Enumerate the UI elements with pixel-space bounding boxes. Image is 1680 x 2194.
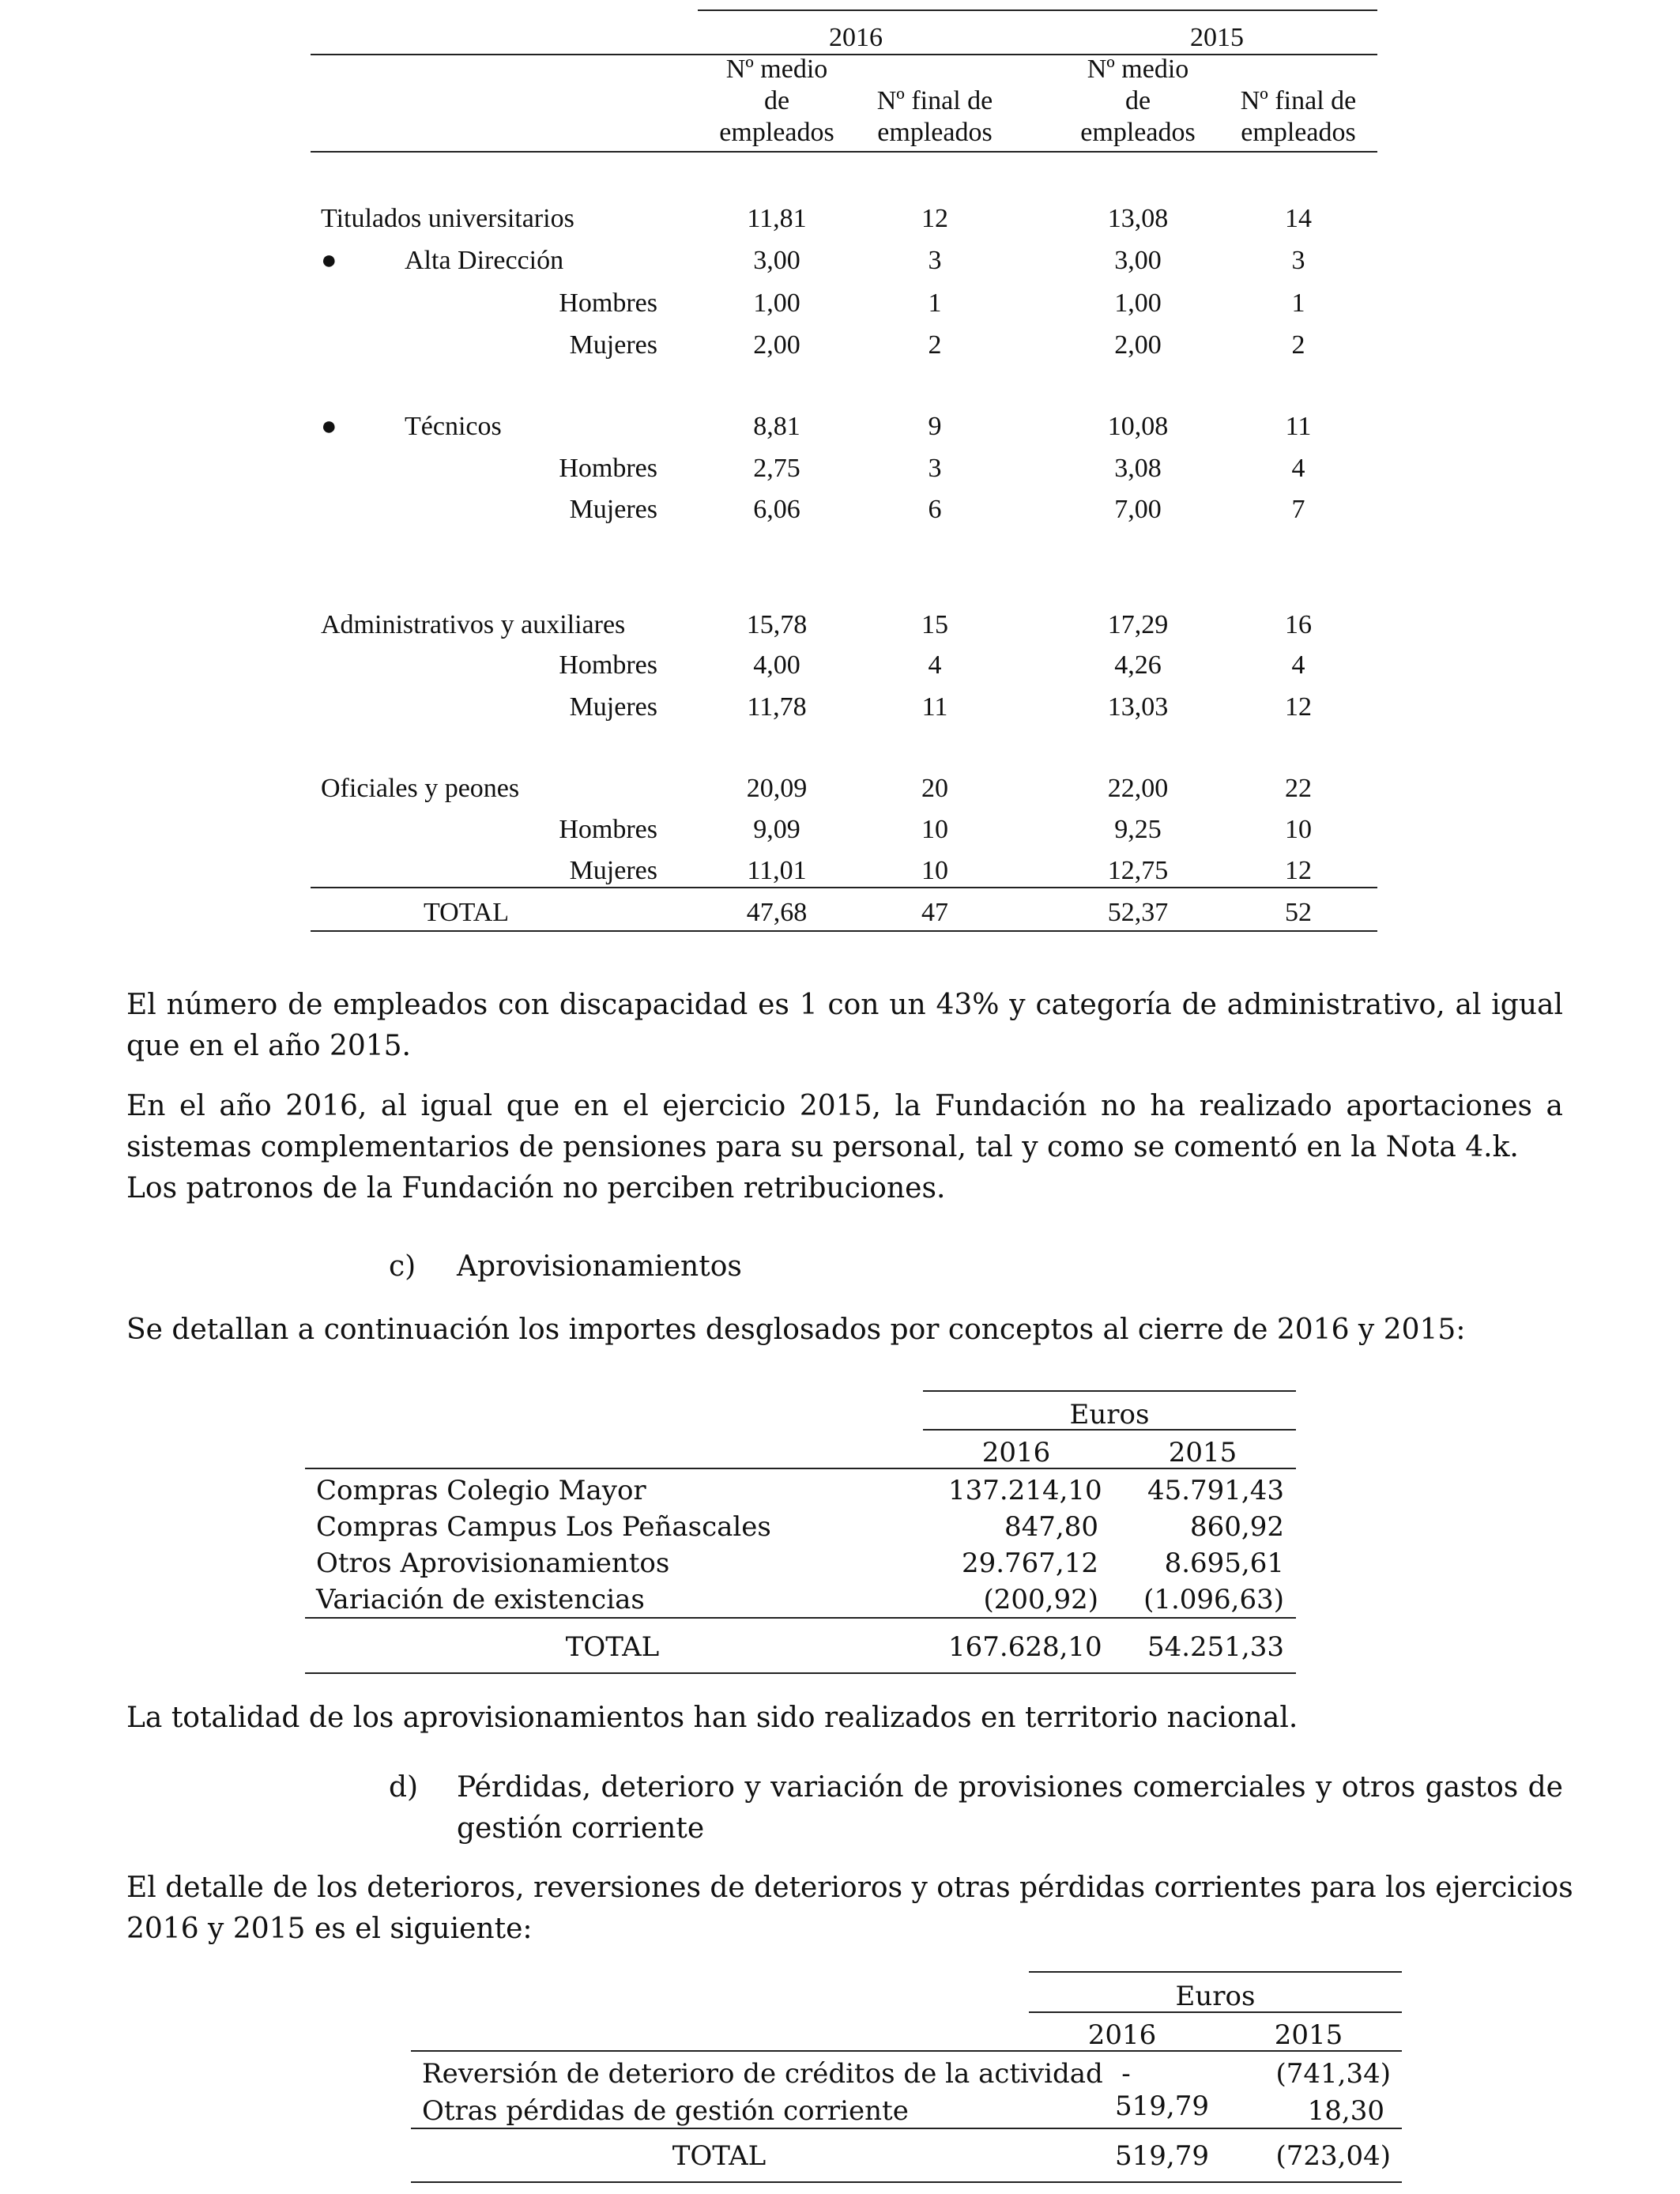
cell: 15 — [921, 610, 948, 639]
cell: 11,01 — [747, 856, 807, 885]
col-header-line: empleados — [1241, 118, 1356, 147]
total-label: TOTAL — [565, 1631, 660, 1663]
cell: 8.695,61 — [1164, 1547, 1284, 1579]
col-header-line: Nº final de — [876, 86, 993, 115]
cell: 11 — [921, 692, 948, 722]
cell: 47 — [921, 898, 948, 927]
cell: 7,00 — [1114, 495, 1162, 524]
section-c-letter: c) — [389, 1250, 416, 1283]
row-label: Titulados universitarios — [321, 204, 574, 233]
cell: 22 — [1285, 774, 1312, 803]
cell: 15,78 — [746, 610, 808, 639]
text-line: 2016 y 2015 es el siguiente: — [126, 1913, 533, 1945]
text-line: gestión corriente — [457, 1812, 705, 1845]
cell: 6 — [928, 495, 942, 524]
table-row — [0, 609, 1680, 641]
paragraph-pensions — [126, 1086, 1563, 1209]
section-c-title: Aprovisionamientos — [457, 1250, 742, 1283]
cell: 3 — [1291, 246, 1305, 275]
row-label: Mujeres — [569, 330, 657, 360]
table-rule — [411, 2050, 1402, 2052]
cell: 12 — [1285, 692, 1312, 722]
cell: 2,00 — [1114, 330, 1162, 360]
col-header-line: empleados — [1080, 118, 1196, 147]
row-label: Hombres — [559, 650, 657, 680]
row-label: Oficiales y peones — [321, 774, 520, 803]
bullet-icon: ● — [321, 246, 337, 275]
cell: 13,08 — [1107, 204, 1169, 233]
cell: (200,92) — [983, 1584, 1098, 1615]
section-d-title — [457, 1767, 1563, 1849]
cell: 3,08 — [1114, 454, 1162, 483]
cell: 9,25 — [1114, 815, 1162, 844]
cell: 8,81 — [753, 412, 800, 441]
year-header: 2015 — [1274, 2019, 1343, 2051]
cell: 10 — [921, 815, 948, 844]
cell: 847,80 — [1004, 1511, 1098, 1543]
year-header: 2016 — [1087, 2019, 1157, 2051]
col-header-final-employees — [1219, 85, 1377, 149]
table-rule — [311, 887, 1377, 888]
cell: 52,37 — [1107, 898, 1169, 927]
cell: 519,79 — [1115, 2090, 1209, 2122]
cell: 4,26 — [1114, 650, 1162, 680]
text-line: sistemas complementarios de pensiones para su personal, tal y como se comentó en la Nota 4.k. — [126, 1131, 1519, 1163]
table-row — [0, 814, 1680, 846]
table-rule — [1029, 1971, 1402, 1973]
text-line: Los patronos de la Fundación no perciben retribuciones. — [126, 1172, 946, 1204]
cell: 45.791,43 — [1147, 1475, 1284, 1506]
row-label: Mujeres — [569, 856, 657, 885]
cell: 54.251,33 — [1147, 1631, 1284, 1663]
text-line: Pérdidas, deterioro y variación de provisiones comerciales y otros gastos de — [457, 1771, 1563, 1804]
cell: 6,06 — [753, 495, 800, 524]
paragraph-supplies-intro: Se detallan a continuación los importes desglosados por conceptos al cierre de 2016 y 2015: — [126, 1314, 1466, 1346]
total-row — [0, 897, 1680, 929]
cell: 3,00 — [753, 246, 800, 275]
text-line: que en el año 2015. — [126, 1030, 411, 1062]
cell: 2,75 — [753, 454, 800, 483]
table-rule — [311, 151, 1377, 153]
cell: 12 — [1285, 856, 1312, 885]
cell: 4 — [1291, 650, 1305, 680]
row-label: Compras Colegio Mayor — [316, 1475, 646, 1506]
cell: 1 — [1291, 288, 1305, 318]
table-rule — [311, 930, 1377, 932]
table-row — [0, 203, 1680, 235]
cell: (1.096,63) — [1143, 1584, 1284, 1615]
table-row — [0, 650, 1680, 681]
table-row — [0, 494, 1680, 526]
table-row — [0, 692, 1680, 723]
row-label: Variación de existencias — [316, 1584, 645, 1615]
cell: 4 — [1291, 454, 1305, 483]
table-row — [0, 411, 1680, 443]
year-header: 2016 — [981, 1437, 1051, 1468]
row-label: Administrativos y auxiliares — [321, 610, 626, 639]
cell: 3 — [928, 454, 942, 483]
cell: 10 — [921, 856, 948, 885]
table-rule — [305, 1468, 1296, 1469]
text-line: El número de empleados con discapacidad es 1 con un 43% y categoría de administrativo, al igual — [126, 989, 1563, 1021]
cell: 860,92 — [1190, 1511, 1284, 1543]
table-rule — [1029, 2011, 1402, 2013]
text-line: El detalle de los deterioros, reversiones de deterioros y otras pérdidas corrientes para los ejercicios — [126, 1872, 1573, 1904]
cell: 1 — [928, 288, 942, 318]
cell: 1,00 — [753, 288, 800, 318]
row-label: Otras pérdidas de gestión corriente — [422, 2095, 909, 2127]
row-label: Hombres — [559, 288, 657, 318]
col-header-avg-employees — [1059, 54, 1217, 149]
cell: (723,04) — [1275, 2140, 1391, 2172]
col-header-line: Nº final de — [1240, 86, 1357, 115]
paragraph-national-territory: La totalidad de los aprovisionamientos han sido realizados en territorio nacional. — [126, 1702, 1298, 1734]
cell: 3,00 — [1114, 246, 1162, 275]
cell: 12,75 — [1107, 856, 1169, 885]
col-header-line: empleados — [877, 118, 993, 147]
cell: 20 — [921, 774, 948, 803]
cell: 9,09 — [753, 815, 800, 844]
table-row — [0, 773, 1680, 805]
year-header: 2015 — [1168, 1437, 1237, 1468]
currency-header: Euros — [1175, 1981, 1256, 2012]
bullet-icon: ● — [321, 412, 337, 441]
table-row — [0, 330, 1680, 361]
table-rule — [698, 9, 1377, 11]
cell: 9 — [928, 412, 942, 441]
cell: 13,03 — [1107, 692, 1169, 722]
table-row — [0, 288, 1680, 319]
cell: 12 — [921, 204, 948, 233]
table-rule — [305, 1672, 1296, 1674]
cell: 52 — [1285, 898, 1312, 927]
table-rule — [923, 1390, 1296, 1392]
col-header-line: empleados — [719, 118, 834, 147]
year-header-2015: 2015 — [1190, 23, 1244, 52]
row-label: Hombres — [559, 454, 657, 483]
row-label: Técnicos — [405, 412, 502, 441]
table-rule — [411, 2181, 1402, 2183]
cell: 4 — [928, 650, 942, 680]
cell: 3 — [928, 246, 942, 275]
paragraph-disability — [126, 985, 1563, 1067]
cell: 519,79 — [1115, 2140, 1209, 2172]
table-rule — [305, 1617, 1296, 1619]
cell: (741,34) — [1275, 2058, 1391, 2090]
cell: 11,78 — [747, 692, 807, 722]
row-label: Alta Dirección — [405, 246, 564, 275]
currency-header: Euros — [1069, 1399, 1150, 1431]
cell: 10 — [1285, 815, 1312, 844]
cell: 11,81 — [747, 204, 807, 233]
row-label: Otros Aprovisionamientos — [316, 1547, 670, 1579]
cell: 14 — [1285, 204, 1312, 233]
cell: 2 — [928, 330, 942, 360]
table-row — [0, 245, 1680, 277]
row-label: Mujeres — [569, 495, 657, 524]
col-header-line: Nº medio — [725, 55, 828, 84]
cell: 18,30 — [1307, 2095, 1384, 2127]
cell: 4,00 — [753, 650, 800, 680]
table-rule — [923, 1429, 1296, 1431]
col-header-line: de — [763, 86, 790, 115]
cell: 11 — [1285, 412, 1312, 441]
cell: 17,29 — [1107, 610, 1169, 639]
row-label: Mujeres — [569, 692, 657, 722]
section-d-letter: d) — [389, 1771, 419, 1804]
row-label: Reversión de deterioro de créditos de la actividad — [422, 2058, 1103, 2090]
row-label: Hombres — [559, 815, 657, 844]
col-header-line: Nº medio — [1087, 55, 1189, 84]
cell: 1,00 — [1114, 288, 1162, 318]
table-row — [0, 855, 1680, 887]
paragraph-losses-intro — [126, 1868, 1573, 1950]
total-label: TOTAL — [672, 2140, 767, 2172]
cell: 2 — [1291, 330, 1305, 360]
total-label: TOTAL — [423, 898, 510, 927]
cell: - — [1121, 2058, 1131, 2090]
cell: 10,08 — [1107, 412, 1169, 441]
table-rule — [411, 2128, 1402, 2129]
row-label: Compras Campus Los Peñascales — [316, 1511, 771, 1543]
cell: 2,00 — [753, 330, 800, 360]
cell: 167.628,10 — [948, 1631, 1102, 1663]
cell: 137.214,10 — [948, 1475, 1102, 1506]
col-header-line: de — [1124, 86, 1151, 115]
cell: 7 — [1291, 495, 1305, 524]
cell: 16 — [1285, 610, 1312, 639]
year-header-2016: 2016 — [829, 23, 883, 52]
cell: 47,68 — [746, 898, 808, 927]
col-header-final-employees — [856, 85, 1014, 149]
cell: 29.767,12 — [961, 1547, 1098, 1579]
text-line: En el año 2016, al igual que en el ejercicio 2015, la Fundación no ha realizado aportaciones a — [126, 1090, 1563, 1122]
cell: 20,09 — [746, 774, 808, 803]
cell: 22,00 — [1107, 774, 1169, 803]
table-row — [0, 453, 1680, 484]
col-header-avg-employees — [698, 54, 856, 149]
